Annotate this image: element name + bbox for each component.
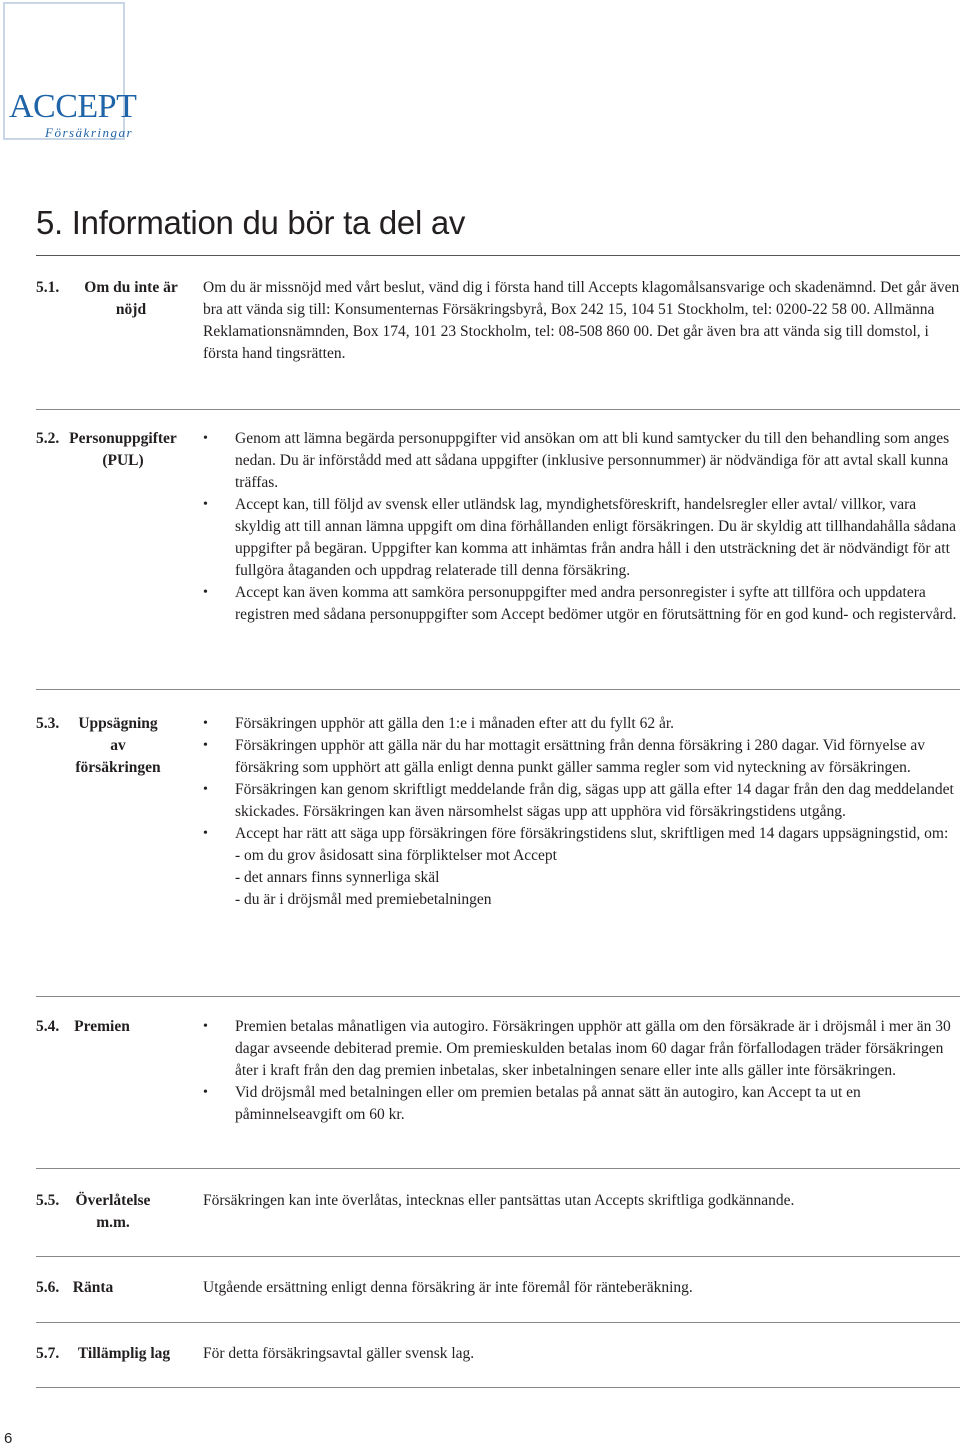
section-divider: [36, 1387, 960, 1388]
section-5-2: [36, 428, 960, 626]
sub-item: - om du grov åsidosatt sina förpliktelser mot Accept: [235, 847, 557, 864]
list-item: • Accept kan även komma att samköra personuppgifter med andra personregister i syfte att tillföra och uppdatera registren med sådana personuppgifter som Accept bedömer utgör en förutsättning för en god kund- och registervård.: [203, 582, 960, 626]
section-heading: Personuppgifter (PUL): [69, 430, 177, 469]
bullet-list: [203, 713, 960, 911]
section-heading: Ränta: [72, 1279, 114, 1296]
list-item: • Accept kan, till följd av svensk eller utländsk lag, myndighetsföreskrift, handelsregler eller avtal/ villkor, vara skyldig att till annan lämna uppgift om dina förhållanden enligt försäkringen. Du är skyldig att tillhandahålla sådana uppgifter på begäran. Uppgifter kan komma att inhämtas från andra håll i den utsträckning det är nödvändigt för att fullgöra åtaganden och uppdrag relaterade till denna försäkring.: [203, 494, 960, 582]
section-divider: [36, 996, 960, 997]
list-item-text: Accept har rätt att säga upp försäkringen före försäkringstidens slut, skriftligen med 14 dagars uppsägningstid, om:: [235, 825, 949, 842]
section-heading: Uppsägning av försäkringen: [75, 715, 161, 776]
list-item: • Försäkringen kan genom skriftligt meddelande från dig, sägas upp att gälla efter 14 dagar från den dag meddelandet skickades. Försäkringen kan även närsomhelst sägas upp att upphöra vid försäkringstidens utgång.: [203, 779, 960, 823]
bullet-list: [203, 1016, 960, 1126]
section-number: 5.7.: [36, 1345, 60, 1362]
section-number: 5.1.: [36, 279, 60, 296]
section-divider: [36, 409, 960, 410]
section-5-6: [36, 1277, 960, 1299]
section-heading: Överlåtelse m.m.: [75, 1192, 151, 1231]
section-body: Försäkringen kan inte överlåtas, intecknas eller pantsättas utan Accepts skriftliga godkännande.: [203, 1192, 795, 1209]
page-title: 5. Information du bör ta del av: [36, 204, 466, 241]
section-body: Om du är missnöjd med vårt beslut, vänd dig i första hand till Accepts klagomålsansvarige och skadenämnd. Det går även bra att vända sig till: Konsumenternas Försäkringsbyrå, Box 242 15, 104 51 Stockholm, tel: 0200-22 58 00. Allmänna Reklamationsnämnden, Box 174, 101 23 Stockholm, tel: 08-508 860 00. Det går även bra att vända sig till domstol, i första hand tingsrätten.: [203, 279, 960, 362]
section-5-3: [36, 713, 960, 911]
section-number: 5.5.: [36, 1192, 60, 1209]
section-heading: Premien: [74, 1018, 130, 1035]
logo-subtitle: Försäkringar: [45, 125, 134, 140]
section-number: 5.2.: [36, 430, 60, 447]
accept-logo: [3, 2, 137, 140]
section-number: 5.3.: [36, 715, 60, 732]
list-item: • Försäkringen upphör att gälla när du har mottagit ersättning från denna försäkring i 280 dagar. Vid förnyelse av försäkring som upphört att gälla enligt denna punkt gäller samma regler som vid nyteckning av försäkringen.: [203, 735, 960, 779]
list-item: • Premien betalas månatligen via autogiro. Försäkringen upphör att gälla om den försäkrade är i dröjsmål i mer än 30 dagar avseende debiterad premie. Om premieskulden betalas inom 60 dagar från förfallodagen träder försäkringen åter i kraft från den dag premien inbetalas, sker inbetalningen senare eller inte alls gäller inte försäkringen.: [203, 1016, 960, 1082]
section-5-7: [36, 1343, 960, 1365]
section-body: Utgående ersättning enligt denna försäkring är inte föremål för ränteberäkning.: [203, 1279, 693, 1296]
list-item: • Genom att lämna begärda personuppgifter vid ansökan om att bli kund samtycker du till den behandling som anges nedan. Du är införstådd med att sådana uppgifter (inklusive personnummer) är nödvändiga för att avtal skall kunna träffas.: [203, 428, 960, 494]
section-divider: [36, 1256, 960, 1257]
section-divider: [36, 1322, 960, 1323]
page-number: 6: [4, 1430, 13, 1447]
title-divider: [36, 255, 960, 256]
list-item: • Vid dröjsmål med betalningen eller om premien betalas på annat sätt än autogiro, kan Accept ta ut en påminnelseavgift om 60 kr.: [203, 1082, 960, 1126]
section-5-5: [36, 1190, 960, 1231]
section-heading: Tillämplig lag: [77, 1345, 171, 1362]
section-5-1: [36, 277, 960, 365]
sub-item: - det annars finns synnerliga skäl: [235, 869, 440, 886]
section-5-4: [36, 1016, 960, 1126]
section-divider: [36, 1168, 960, 1169]
list-item: • Försäkringen upphör att gälla den 1:e i månaden efter att du fyllt 62 år.: [203, 713, 960, 735]
section-number: 5.4.: [36, 1018, 60, 1035]
section-body: För detta försäkringsavtal gäller svensk lag.: [203, 1345, 475, 1362]
list-item: [203, 823, 960, 911]
sub-item: - du är i dröjsmål med premiebetalningen: [235, 891, 492, 908]
bullet-list: [203, 428, 960, 626]
section-heading: Om du inte är nöjd: [84, 279, 178, 318]
section-number: 5.6.: [36, 1279, 60, 1296]
section-divider: [36, 689, 960, 690]
logo-wordmark: ACCEPT: [9, 88, 137, 125]
